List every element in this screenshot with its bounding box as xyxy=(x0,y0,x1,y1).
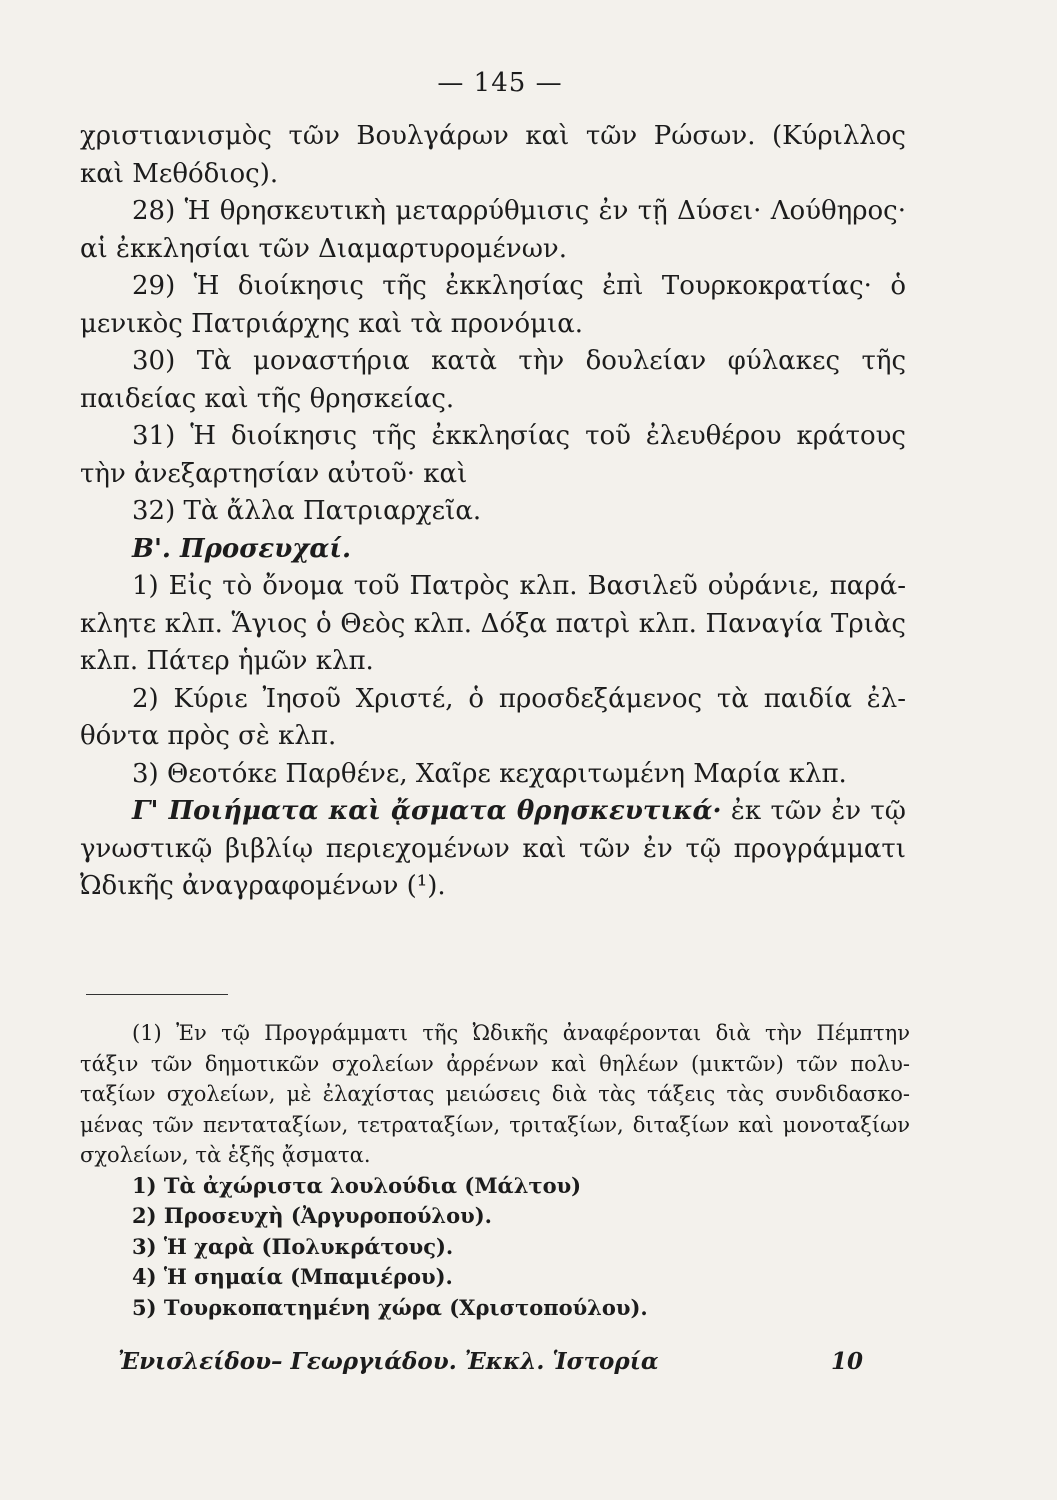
footnote-line: τάξιν τῶν δημοτικῶν σχολείων ἀρρένων καὶ θηλέων (μικτῶν) τῶν πολυ- xyxy=(80,1051,910,1076)
footnote-line: μένας τῶν πενταταξίων, τετραταξίων, τριταξίων, διταξίων καὶ μονοταξίων xyxy=(80,1112,910,1137)
text-line: τὴν ἀνεξαρτησίαν αὐτοῦ· καὶ xyxy=(80,458,468,489)
footnote-line: ταξίων σχολείων, μὲ ἐλαχίστας μειώσεις διὰ τὰς τάξεις τὰς συνδιδασκο- xyxy=(80,1082,910,1106)
song-list xyxy=(80,1171,910,1324)
song-item: 5) Τουρκοπατημένη χώρα (Χριστοπούλου). xyxy=(132,1294,648,1320)
running-footer xyxy=(118,1348,863,1375)
signature-mark: 10 xyxy=(830,1348,863,1375)
list-item-30: 30) Τὰ μοναστήρια κατὰ τὴν δουλείαν φύλακες τῆς xyxy=(132,346,906,376)
song-item: 1) Τὰ ἀχώριστα λουλούδια (Μάλτου) xyxy=(132,1172,582,1198)
text-line: κλπ. Πάτερ ἡμῶν κλπ. xyxy=(80,646,374,676)
song-item: 3) Ἡ χαρὰ (Πολυκράτους). xyxy=(132,1233,454,1259)
footer-title: Ἐνισλείδου– Γεωργιάδου. Ἐκκλ. Ἱστορία xyxy=(118,1348,659,1375)
song-item: 4) Ἡ σημαία (Μπαμιέρου). xyxy=(132,1264,453,1289)
song-item: 2) Προσευχὴ (Ἀργυροπούλου). xyxy=(132,1203,492,1228)
main-text xyxy=(80,118,906,906)
section-heading-prayers: Β'. Προσευχαί. xyxy=(132,533,351,564)
text-line: Ὠδικῆς ἀναγραφομένων (¹). xyxy=(80,871,446,901)
list-item-28: 28) Ἡ θρησκευτικὴ μεταρρύθμισις ἐν τῇ Δύσει· Λούθηρος· xyxy=(132,196,906,226)
text-line: κλητε κλπ. Ἅγιος ὁ Θεὸς κλπ. Δόξα πατρὶ κλπ. Παναγία Τριὰς xyxy=(80,608,906,639)
text-line: γνωστικῷ βιβλίῳ περιεχομένων καὶ τῶν ἐν τῷ προγράμματι xyxy=(80,833,906,864)
text-line: καὶ Μεθόδιος). xyxy=(80,158,279,189)
footnote xyxy=(80,1018,910,1323)
prayer-item: 1) Εἰς τὸ ὄνομα τοῦ Πατρὸς κλπ. Βασιλεῦ οὐράνιε, παρά- xyxy=(132,571,906,601)
page-number: — 145 — xyxy=(437,68,563,98)
text-line: παιδείας καὶ τῆς θρησκείας. xyxy=(80,383,455,414)
prayer-item: 3) Θεοτόκε Παρθένε, Χαῖρε κεχαριτωμένη Μαρία κλπ. xyxy=(132,758,847,789)
list-item-32: 32) Τὰ ἄλλα Πατριαρχεῖα. xyxy=(132,496,482,526)
list-item-29: 29) Ἡ διοίκησις τῆς ἐκκλησίας ἐπὶ Τουρκοκρατίας· ὁ xyxy=(132,271,906,301)
footnote-line: (1) Ἐν τῷ Προγράμματι τῆς Ὠδικῆς ἀναφέρονται διὰ τὴν Πέμπτην xyxy=(132,1021,910,1045)
text-line: αἱ ἐκκλησίαι τῶν Διαμαρτυρομένων. xyxy=(80,233,567,264)
section-heading-songs xyxy=(80,793,906,831)
footnote-rule xyxy=(86,994,228,995)
text-line: μενικὸς Πατριάρχης καὶ τὰ προνόμια. xyxy=(80,308,584,339)
text-line: χριστιανισμὸς τῶν Βουλγάρων καὶ τῶν Ρώσων. (Κύριλλος xyxy=(80,121,906,151)
section-g-title: Γ' Ποιήματα καὶ ᾄσματα θρησκευτικά· xyxy=(132,796,722,826)
list-item-31: 31) Ἡ διοίκησις τῆς ἐκκλησίας τοῦ ἐλευθέρου κράτους xyxy=(132,421,906,451)
section-g-rest: ἐκ τῶν ἐν τῷ xyxy=(730,796,906,826)
footnote-line: σχολείων, τὰ ἑξῆς ᾄσματα. xyxy=(80,1143,371,1167)
text-line: θόντα πρὸς σὲ κλπ. xyxy=(80,721,337,751)
prayer-item: 2) Κύριε Ἰησοῦ Χριστέ, ὁ προσδεξάμενος τὰ παιδία ἐλ- xyxy=(132,683,906,714)
